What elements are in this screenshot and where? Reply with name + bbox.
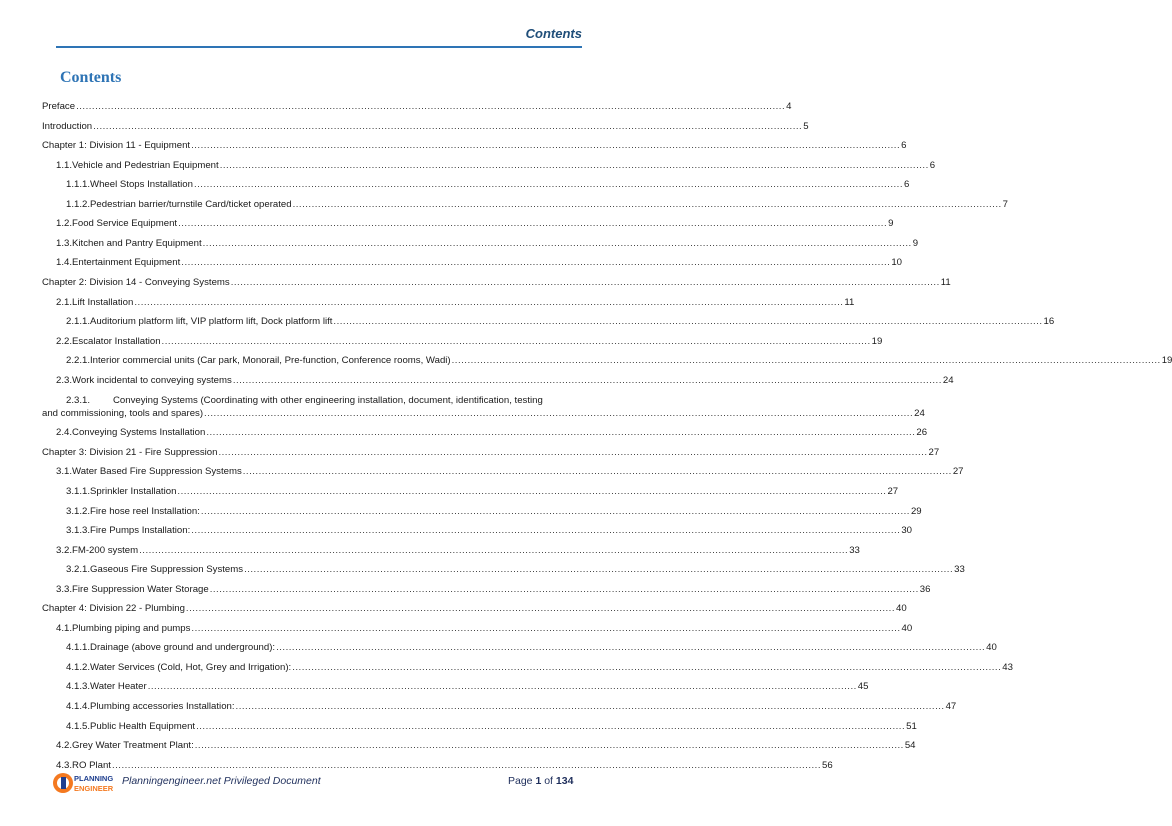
toc-leader-dots <box>293 198 1002 211</box>
toc-entry-page: 6 <box>904 179 910 191</box>
toc-entry[interactable] <box>42 485 899 498</box>
toc-entry-title: Conveying Systems (Coordinating with other engineering installation, document, identification, testing <box>113 395 543 407</box>
toc-leader-dots <box>148 680 857 693</box>
toc-entry-number: 2.3.1. <box>66 395 91 407</box>
toc-entry-number: 1.4. <box>56 257 73 269</box>
toc-entry-title: Public Health Equipment <box>90 720 196 732</box>
toc-entry[interactable] <box>42 256 903 269</box>
toc-entry[interactable] <box>42 524 912 537</box>
toc-entry-page: 36 <box>919 583 931 595</box>
toc-entry-page: 6 <box>929 159 936 171</box>
toc-chapter-entry[interactable] <box>42 100 792 113</box>
toc-entry-title: Pedestrian barrier/turnstile Card/ticket operated <box>90 198 292 210</box>
toc-entry-number: 2.4. <box>56 427 73 439</box>
toc-entry-title: Chapter 1: Division 11 - Equipment <box>42 140 191 152</box>
toc-leader-dots <box>206 426 915 439</box>
toc-entry-title: Lift Installation <box>72 296 134 308</box>
toc-entry[interactable] <box>42 237 919 250</box>
toc-entry[interactable] <box>42 759 833 772</box>
toc-entry-title: Conveying Systems Installation <box>72 427 206 439</box>
toc-entry-page: 33 <box>849 544 860 556</box>
toc-entry[interactable] <box>42 465 964 478</box>
toc-entry[interactable] <box>42 198 1008 211</box>
toc-entry-page: 7 <box>1002 198 1008 210</box>
toc-leader-dots <box>162 335 871 348</box>
toc-entry-number: 4.1.4. <box>66 701 91 712</box>
toc-chapter-entry[interactable] <box>42 139 907 152</box>
toc-entry-title: Chapter 2: Division 14 - Conveying Systems <box>42 276 230 288</box>
toc-leader-dots <box>93 120 802 133</box>
toc-leader-dots <box>333 315 1042 328</box>
toc-entry-page: 30 <box>901 525 912 537</box>
toc-entry-page: 54 <box>904 740 916 752</box>
toc-leader-dots <box>204 407 913 420</box>
toc-leader-dots <box>218 446 927 459</box>
page-number: Page 1 of 134 <box>508 775 574 787</box>
toc-leader-dots <box>236 700 945 713</box>
toc-entry[interactable] <box>42 394 925 420</box>
toc-entry-title: Escalator Installation <box>72 335 161 347</box>
toc-entry-title: Introduction <box>42 120 93 132</box>
toc-entry-number: 2.1. <box>56 296 73 308</box>
toc-entry-number: 1.2. <box>56 218 73 230</box>
toc-entry[interactable] <box>42 563 965 576</box>
toc-entry-title: Wheel Stops Installation <box>90 179 193 191</box>
toc-entry-number: 3.1.1. <box>66 485 91 497</box>
toc-leader-dots <box>191 139 900 152</box>
toc-leader-dots <box>233 374 942 387</box>
toc-entry-title: Fire Suppression Water Storage <box>72 583 209 595</box>
toc-entry[interactable] <box>42 335 883 348</box>
toc-entry-number: 2.3. <box>56 374 73 386</box>
toc-entry-page: 47 <box>945 701 957 712</box>
toc-entry-page: 40 <box>986 642 997 654</box>
page-title: Contents <box>60 69 122 86</box>
toc-entry[interactable] <box>42 354 1172 367</box>
svg-text:PLANNING: PLANNING <box>74 774 114 783</box>
toc-entry-page: 24 <box>942 374 954 386</box>
toc-leader-dots <box>243 465 952 478</box>
toc-chapter-entry[interactable] <box>42 446 940 459</box>
toc-leader-dots <box>452 354 1161 367</box>
toc-entry-page: 6 <box>901 140 907 152</box>
toc-entry-title: Kitchen and Pantry Equipment <box>72 237 202 249</box>
toc-entry-page: 11 <box>940 276 951 288</box>
toc-entry-page: 26 <box>916 427 928 439</box>
toc-leader-dots <box>186 602 895 615</box>
toc-leader-dots <box>112 759 821 772</box>
toc-entry[interactable] <box>42 739 916 752</box>
toc-leader-dots <box>210 583 919 596</box>
toc-entry[interactable] <box>42 159 936 172</box>
toc-entry-page: 45 <box>857 681 869 693</box>
toc-entry-title: Work incidental to conveying systems <box>72 374 232 386</box>
toc-entry[interactable] <box>42 544 860 557</box>
running-header-title: Contents <box>525 26 582 41</box>
toc-entry[interactable] <box>42 641 997 654</box>
toc-entry-page: 27 <box>952 466 964 478</box>
footer-document-note: Planningengineer.net Privileged Document <box>122 775 321 787</box>
toc-entry-title: Plumbing accessories Installation: <box>90 701 235 712</box>
toc-entry[interactable] <box>42 178 910 191</box>
toc-entry[interactable] <box>42 296 855 309</box>
toc-entry-number: 1.3. <box>56 237 73 249</box>
toc-entry-number: 4.3. <box>56 759 73 771</box>
toc-entry-title: Fire Pumps Installation: <box>90 525 191 537</box>
toc-leader-dots <box>134 296 843 309</box>
toc-entry[interactable] <box>42 700 957 713</box>
toc-entry-page: 11 <box>844 296 855 308</box>
toc-entry-page: 27 <box>887 485 899 497</box>
toc-entry-title: Interior commercial units (Car park, Monorail, Pre-function, Conference rooms, Wadi) <box>90 355 451 367</box>
toc-entry[interactable] <box>42 661 1013 674</box>
toc-entry-title: FM-200 system <box>72 544 139 556</box>
toc-entry-title: RO Plant <box>72 759 111 771</box>
toc-entry-number: 4.1.3. <box>66 681 91 693</box>
toc-entry-title: Sprinkler Installation <box>90 485 177 497</box>
toc-entry[interactable] <box>42 680 869 693</box>
toc-leader-dots <box>181 256 890 269</box>
toc-entry[interactable] <box>42 374 954 387</box>
toc-entry-page: 40 <box>901 622 913 634</box>
toc-leader-dots <box>203 237 912 250</box>
toc-entry-number: 3.1.2. <box>66 505 91 517</box>
toc-entry-number: 4.1.1. <box>66 642 91 654</box>
toc-entry-title: Gaseous Fire Suppression Systems <box>90 564 244 576</box>
toc-leader-dots <box>244 563 953 576</box>
toc-entry-number: 3.2. <box>56 544 73 556</box>
toc-entry-number: 4.1. <box>56 622 73 634</box>
toc-entry-page: 56 <box>822 759 833 771</box>
toc-entry-number: 4.1.2. <box>66 661 91 673</box>
toc-leader-dots <box>195 739 904 752</box>
toc-entry[interactable] <box>42 622 913 635</box>
toc-entry[interactable] <box>42 505 922 518</box>
toc-entry-number: 3.2.1. <box>66 564 91 576</box>
toc-chapter-entry[interactable] <box>42 276 951 289</box>
toc-entry-title: Grey Water Treatment Plant: <box>72 740 194 752</box>
toc-entry-title: Chapter 4: Division 22 - Plumbing <box>42 603 185 615</box>
toc-entry-title: Chapter 3: Division 21 - Fire Suppression <box>42 446 218 458</box>
toc-entry-title: Entertainment Equipment <box>72 257 181 269</box>
toc-entry-number: 1.1.1. <box>66 179 91 191</box>
planning-engineer-logo <box>52 768 114 798</box>
toc-leader-dots <box>231 276 940 289</box>
toc-entry-title: Preface <box>42 101 76 112</box>
toc-entry-title: Water Services (Cold, Hot, Grey and Irrigation): <box>90 661 292 673</box>
toc-leader-dots <box>201 505 910 518</box>
toc-leader-dots <box>178 217 887 230</box>
toc-chapter-entry[interactable] <box>42 602 907 615</box>
toc-entry-page: 19 <box>1161 355 1172 367</box>
toc-entry-title: Fire hose reel Installation: <box>90 505 200 517</box>
toc-entry-title-continued: and commissioning, tools and spares) <box>42 408 204 420</box>
toc-entry-page: 51 <box>906 720 917 732</box>
toc-entry[interactable] <box>42 426 928 439</box>
toc-entry[interactable] <box>42 315 1055 328</box>
toc-entry-page: 5 <box>803 120 809 132</box>
toc-leader-dots <box>292 661 1001 674</box>
toc-entry-title: Plumbing piping and pumps <box>72 622 191 634</box>
toc-entry-page: 40 <box>895 603 907 615</box>
toc-entry-title: Drainage (above ground and underground): <box>90 642 276 654</box>
toc-leader-dots <box>177 485 886 498</box>
toc-entry-title: Food Service Equipment <box>72 218 178 230</box>
toc-leader-dots <box>276 641 985 654</box>
toc-entry-title: Vehicle and Pedestrian Equipment <box>72 159 219 171</box>
toc-leader-dots <box>196 720 905 733</box>
toc-entry-number: 2.1.1. <box>66 316 91 328</box>
toc-leader-dots <box>139 544 848 557</box>
toc-entry-page: 9 <box>912 237 919 249</box>
toc-entry-page: 16 <box>1043 316 1055 328</box>
toc-entry-title: Water Heater <box>90 681 147 693</box>
toc-entry[interactable] <box>42 720 917 733</box>
toc-entry-number: 3.3. <box>56 583 73 595</box>
toc-entry-number: 1.1.2. <box>66 198 91 210</box>
toc-entry-number: 3.1.3. <box>66 525 91 537</box>
toc-entry-title: Water Based Fire Suppression Systems <box>72 466 242 478</box>
toc-entry-page: 4 <box>786 101 792 112</box>
toc-entry-page: 43 <box>1002 661 1013 673</box>
header-rule <box>56 46 582 48</box>
toc-leader-dots <box>220 159 929 172</box>
svg-text:ENGINEER: ENGINEER <box>74 784 114 793</box>
toc-leader-dots <box>194 178 903 191</box>
toc-leader-dots <box>191 622 900 635</box>
toc-entry-page: 27 <box>928 446 940 458</box>
toc-entry-number: 3.1. <box>56 466 73 478</box>
toc-entry-page: 29 <box>910 505 922 517</box>
toc-entry[interactable] <box>42 217 894 230</box>
toc-entry-page: 9 <box>888 218 894 230</box>
toc-entry-page: 19 <box>871 335 883 347</box>
toc-entry-page: 24 <box>914 408 925 420</box>
toc-entry-number: 1.1. <box>56 159 73 171</box>
toc-entry-page: 33 <box>954 564 965 576</box>
toc-entry-page: 10 <box>891 257 903 269</box>
toc-chapter-entry[interactable] <box>42 120 809 133</box>
toc-leader-dots <box>76 100 785 113</box>
toc-leader-dots <box>191 524 900 537</box>
toc-entry[interactable] <box>42 583 931 596</box>
toc-entry-number: 2.2.1. <box>66 355 91 367</box>
toc-entry-title: Auditorium platform lift, VIP platform lift, Dock platform lift <box>90 316 333 328</box>
toc-entry-number: 4.2. <box>56 740 73 752</box>
toc-entry-number: 4.1.5. <box>66 720 91 732</box>
toc-entry-number: 2.2. <box>56 335 73 347</box>
